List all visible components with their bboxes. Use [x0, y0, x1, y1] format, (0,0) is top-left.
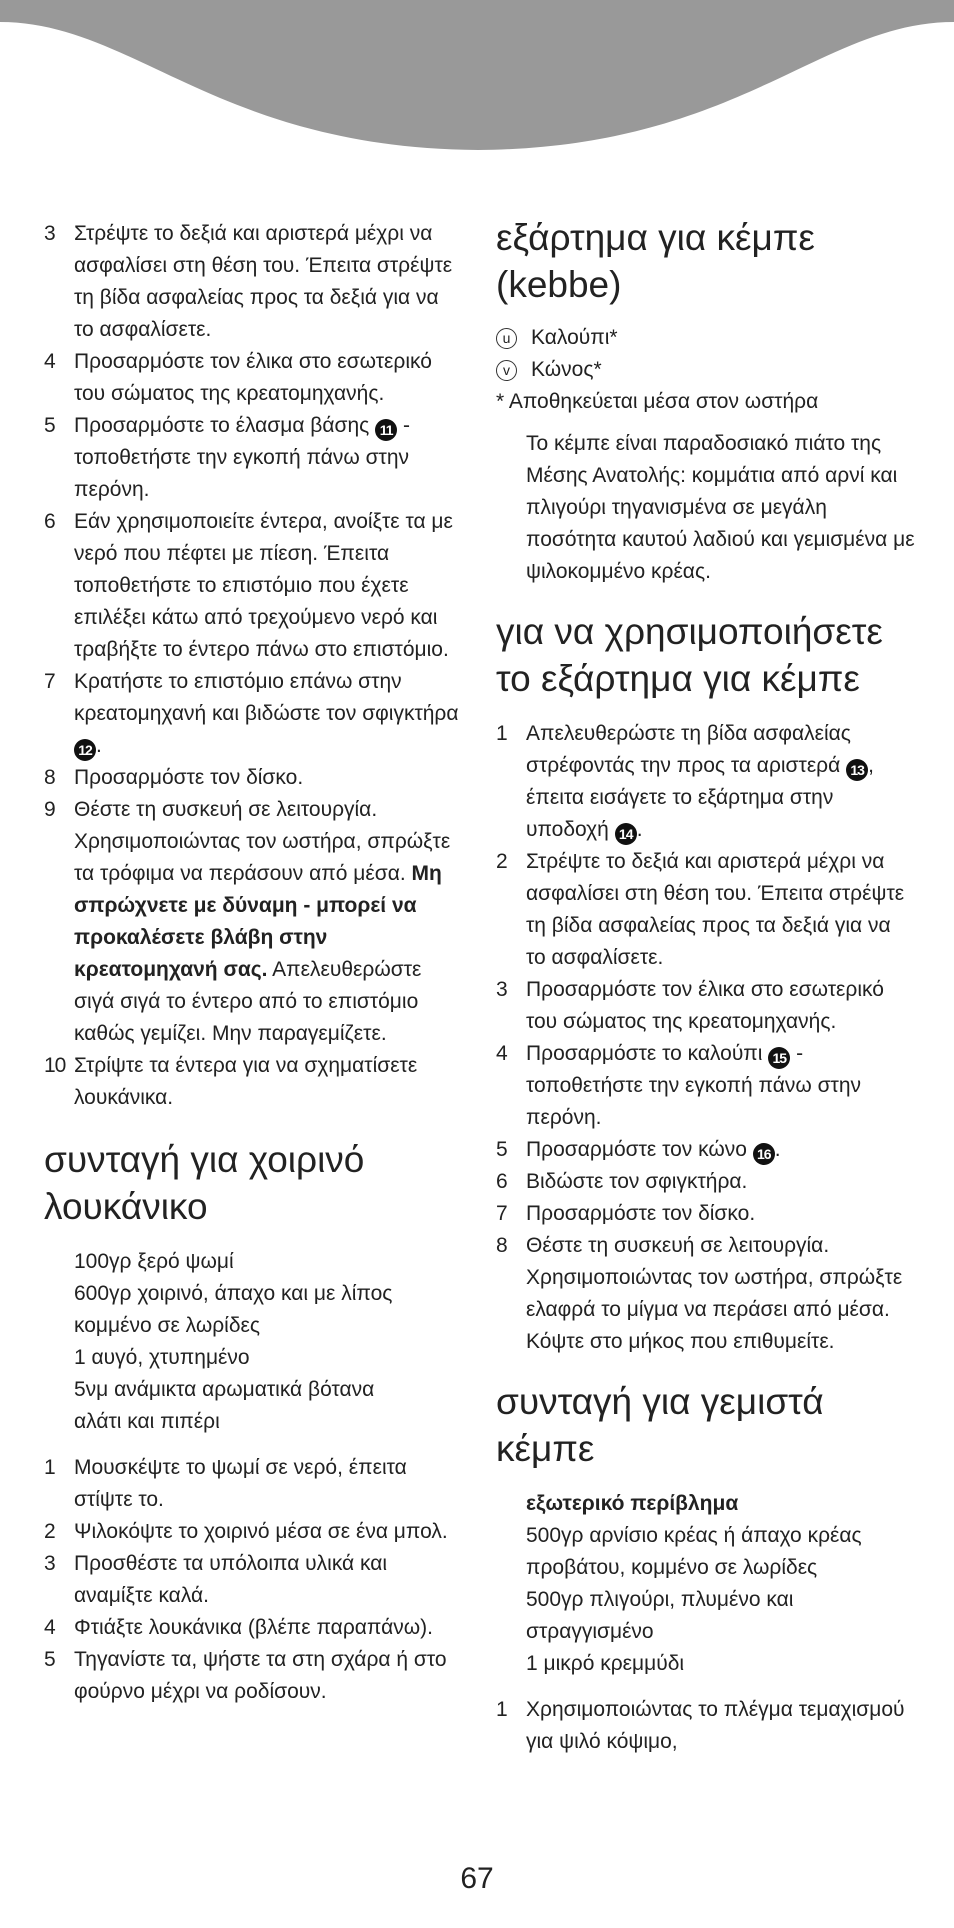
part-letter-marker: v [496, 360, 517, 381]
list-item: 5 Προσαρμόστε τον κώνο 16 . [496, 1134, 916, 1166]
ingredient: 100γρ ξερό ψωμί [74, 1250, 234, 1273]
list-item: 3 Προσαρμόστε τον έλικα στο εσωτερικό του σώματος της κρεατομηχανής. [496, 978, 884, 1033]
ingredient: 1 αυγό, χτυπημένο [74, 1346, 250, 1369]
stuffed-kebbe-title: συνταγή για γεμιστά κέμπε [496, 1381, 824, 1469]
right-column [496, 214, 916, 1758]
page-number: 67 [460, 1862, 494, 1895]
list-item: 8 Θέστε τη συσκευή σε λειτουργία. Χρησιμοποιώντας τον ωστήρα, σπρώξτε ελαφρά το μίγμα να περάσει από μέσα. Κόψτε στο μήκος που επιθυμείτε. [496, 1234, 903, 1353]
list-item: 7 Προσαρμόστε τον δίσκο. [496, 1202, 756, 1225]
part-number-marker: 11 [375, 419, 397, 441]
ingredient: αλάτι και πιπέρι [74, 1410, 220, 1433]
part-number-marker: 16 [753, 1143, 775, 1165]
list-item: 5 Τηγανίστε τα, ψήστε τα στη σχάρα ή στο φούρνο μέχρι να ροδίσουν. [44, 1648, 447, 1703]
list-item: 3 Στρέψτε το δεξιά και αριστερά μέχρι να ασφαλίσει στη θέση του. Έπειτα στρέψτε τη βίδα ασφαλείας προς τα δεξιά για να το ασφαλίσετε. [44, 222, 453, 341]
part-letter-marker: u [496, 328, 517, 349]
parts-list [496, 322, 916, 418]
kebbe-attachment-title: εξάρτημα για κέμπε (kebbe) [496, 217, 815, 305]
header-wave [0, 0, 954, 150]
list-item: 2 Ψιλοκόψτε το χοιρινό μέσα σε ένα μπολ. [44, 1520, 448, 1543]
part-number-marker: 14 [615, 823, 637, 845]
kebbe-intro: Το κέμπε είναι παραδοσιακό πιάτο της Μέσης Ανατολής: κομμάτια από αρνί και πλιγούρι τηγανισμένα σε μεγάλη ποσότητα καυτού λαδιού και γεμισμένα με ψιλοκομμένο κρέας. [526, 432, 915, 583]
list-item: 6 Εάν χρησιμοποιείτε έντερα, ανοίξτε τα με νερό που πέφτει με πίεση. Έπειτα τοποθετήστε το επιστόμιο που έχετε επιλέξει κάτω από τρεχούμενο νερό και τραβήξτε το έντερο πάνω στο επιστόμιο. [44, 510, 453, 661]
grinder-steps-list [44, 218, 464, 1114]
list-item: 7 Κρατήστε το επιστόμιο επάνω στην κρεατομηχανή και βιδώστε τον σφιγκτήρα 12 . [44, 666, 464, 762]
warning-text: Μη σπρώχνετε με δύναμη - μπορεί να προκαλέσετε βλάβη στην κρεατομηχανή σας. [74, 862, 442, 981]
header-band [0, 0, 954, 160]
list-item: 4 Προσαρμόστε τον έλικα στο εσωτερικό του σώματος της κρεατομηχανής. [44, 350, 432, 405]
ingredient: 500γρ πλιγούρι, πλυμένο και στραγγισμένο [526, 1588, 794, 1643]
list-item: 9 Θέστε τη συσκευή σε λειτουργία. Χρησιμοποιώντας τον ωστήρα, σπρώξτε τα τρόφιμα να περάσουν από μέσα. Μη σπρώχνετε με δύναμη - μπορεί να προκαλέσετε βλάβη στην κρεατομηχανή σας. Απελευθερώστε σιγά σιγά το έντερο από το επιστόμιο καθώς γεμίζει. Μην παραγεμίζετε. [44, 798, 451, 1045]
list-item: 2 Στρέψτε το δεξιά και αριστερά μέχρι να ασφαλίσει στη θέση του. Έπειτα στρέψτε τη βίδα ασφαλείας προς τα δεξιά για να το ασφαλίσετε. [496, 850, 905, 969]
pork-ingredients [44, 1246, 464, 1438]
stuffed-kebbe-steps-list [496, 1694, 916, 1758]
list-item: 5 Προσαρμόστε το έλασμα βάσης 11 - τοποθετήστε την εγκοπή πάνω στην περόνη. [44, 414, 410, 501]
part-number-marker: 12 [74, 739, 96, 761]
use-kebbe-title: για να χρησιμοποιήσετε το εξάρτημα για κέμπε [496, 611, 883, 699]
list-item: 8 Προσαρμόστε τον δίσκο. [44, 766, 304, 789]
part-number-marker: 15 [768, 1047, 790, 1069]
pork-method-list [44, 1452, 464, 1708]
part-item: u Καλούπι* [496, 322, 916, 354]
list-item: 3 Προσθέστε τα υπόλοιπα υλικά και αναμίξτε καλά. [44, 1552, 388, 1607]
footnote: * Αποθηκεύεται μέσα στον ωστήρα [496, 390, 819, 413]
pork-sausage-recipe-title: συνταγή για χοιρινό λουκάνικο [44, 1139, 365, 1227]
part-number-marker: 13 [846, 759, 868, 781]
section-subheading: εξωτερικό περίβλημα [526, 1492, 739, 1515]
ingredient: 5νμ ανάμικτα αρωματικά βότανα [74, 1378, 375, 1401]
ingredient: 600γρ χοιρινό, άπαχο και με λίπος κομμένο σε λωρίδες [74, 1282, 393, 1337]
ingredient: 1 μικρό κρεμμύδι [526, 1652, 685, 1675]
list-item: 10 Στρίψτε τα έντερα για να σχηματίσετε λουκάνικα. [44, 1054, 418, 1109]
left-column [44, 218, 464, 1708]
list-item: 6 Βιδώστε τον σφιγκτήρα. [496, 1170, 748, 1193]
list-item: 4 Φτιάξτε λουκάνικα (βλέπε παραπάνω). [44, 1616, 433, 1639]
list-item: 1 Απελευθερώστε τη βίδα ασφαλείας στρέφοντάς την προς τα αριστερά 13 , έπειτα εισάγετε το εξάρτημα στην υποδοχή 14 . [496, 718, 916, 846]
kebbe-steps-list [496, 718, 916, 1358]
list-item: 4 Προσαρμόστε το καλούπι 15 - τοποθετήστε την εγκοπή πάνω στην περόνη. [496, 1042, 862, 1129]
part-item: v Κώνος* [496, 354, 916, 386]
outer-casing-ingredients [496, 1488, 916, 1680]
list-item: 1 Χρησιμοποιώντας το πλέγμα τεμαχισμού για ψιλό κόψιμο, [496, 1698, 905, 1753]
list-item: 1 Μουσκέψτε το ψωμί σε νερό, έπειτα στίψτε το. [44, 1456, 407, 1511]
ingredient: 500γρ αρνίσιο κρέας ή άπαχο κρέας προβάτου, κομμένο σε λωρίδες [526, 1524, 862, 1579]
